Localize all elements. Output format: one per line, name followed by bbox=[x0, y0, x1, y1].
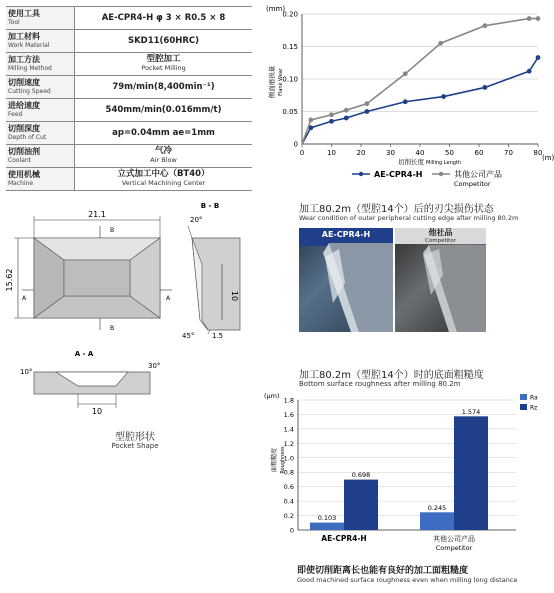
y-label-en: Flank Wear bbox=[278, 68, 284, 96]
y-tick-label: 1.8 bbox=[283, 396, 294, 405]
data-point bbox=[329, 119, 334, 124]
spec-label: 使用机械 Machine bbox=[6, 168, 75, 191]
y-tick-label: 0 bbox=[289, 526, 294, 535]
legend-comp-marker bbox=[439, 172, 443, 176]
data-point bbox=[483, 23, 488, 28]
label-a-right: A bbox=[166, 295, 171, 302]
label-a-left: A bbox=[22, 295, 27, 302]
bar-value-label: 0.245 bbox=[427, 503, 447, 512]
roughness-title-en: Bottom surface roughness after milling 80.2m bbox=[299, 380, 461, 388]
data-point bbox=[329, 112, 334, 117]
x-label-zh: 切削长度 bbox=[398, 158, 424, 166]
data-point bbox=[308, 118, 313, 123]
spec-label: 切削速度 Cutting Speed bbox=[6, 76, 75, 99]
legend-ra-swatch bbox=[520, 394, 527, 400]
y-tick-label: 1.2 bbox=[283, 439, 294, 448]
x-tick-label: 20 bbox=[356, 149, 366, 157]
label-b-bottom: B bbox=[110, 325, 115, 332]
spec-value: 79m/min(8,400min⁻¹) bbox=[75, 76, 253, 99]
dim-bottom: 10 bbox=[91, 407, 103, 416]
y-label-en: Roughness bbox=[280, 446, 286, 474]
spec-row bbox=[6, 168, 252, 191]
bar-value-label: 0.103 bbox=[317, 514, 337, 523]
dim-height: 15.62 bbox=[5, 268, 14, 292]
legend-rz-swatch bbox=[520, 404, 527, 410]
roughness-title-zh: 加工80.2m（型腔14个）时的底面粗糙度 bbox=[299, 370, 484, 381]
x-tick-label: 30 bbox=[386, 149, 395, 157]
pocket-caption-zh: 型腔形状 bbox=[115, 432, 155, 443]
spec-label: 切削油剂 Coolant bbox=[6, 145, 75, 168]
data-point bbox=[438, 41, 443, 46]
y-tick-label: 0.20 bbox=[282, 10, 298, 19]
series-line-0 bbox=[302, 58, 538, 144]
spec-value: 540mm/min(0.016mm/t) bbox=[75, 99, 253, 122]
x-tick-label: 10 bbox=[327, 149, 336, 157]
y-tick-label: 0.4 bbox=[283, 497, 294, 506]
data-point bbox=[527, 16, 532, 21]
wear-title-zh: 加工80.2m（型腔14个）后的刃尖损伤状态 bbox=[299, 204, 494, 215]
legend-ra-label: Ra bbox=[530, 394, 538, 402]
spec-row bbox=[6, 99, 252, 122]
bar-rz bbox=[344, 480, 378, 530]
data-point bbox=[483, 85, 488, 90]
legend-rz-label: Rz bbox=[530, 404, 538, 412]
angle-30: 30° bbox=[148, 362, 161, 370]
spec-row bbox=[6, 145, 252, 168]
data-point bbox=[365, 101, 370, 106]
x-tick-label: 80 bbox=[533, 149, 543, 157]
spec-row bbox=[6, 30, 252, 53]
spec-row bbox=[6, 122, 252, 145]
y-tick-label: 0 bbox=[293, 140, 298, 149]
data-point bbox=[527, 69, 532, 74]
legend-ae-marker bbox=[359, 172, 363, 176]
y-unit: (mm) bbox=[266, 5, 286, 13]
data-point bbox=[403, 71, 408, 76]
spec-value: ap=0.04mm ae=1mm bbox=[75, 122, 253, 145]
data-point bbox=[403, 99, 408, 104]
wear-photo-ae bbox=[299, 228, 393, 332]
spec-row bbox=[6, 7, 252, 30]
category-label-comp-en: Competitor bbox=[435, 544, 473, 552]
photo-label-competitor: 他社品 Competitor bbox=[395, 228, 486, 244]
y-label-zh: 面粗糙度 bbox=[271, 447, 278, 473]
bar-ra bbox=[420, 512, 454, 530]
pocket-drawing bbox=[0, 198, 262, 448]
pocket-section-bb bbox=[182, 202, 240, 340]
data-point bbox=[536, 16, 541, 21]
data-point bbox=[344, 108, 349, 113]
y-tick-label: 0.05 bbox=[282, 108, 298, 116]
bar-ra bbox=[310, 523, 344, 530]
x-label-en: Milling Length bbox=[426, 160, 462, 166]
pocket-section-aa bbox=[20, 350, 160, 416]
legend-comp-label-zh: 其他公司产品 bbox=[454, 170, 502, 179]
x-tick-label: 70 bbox=[504, 149, 513, 157]
roughness-chart bbox=[262, 388, 554, 558]
spec-label: 进给速度 Feed bbox=[6, 99, 75, 122]
section-aa-title: A - A bbox=[74, 350, 94, 358]
y-tick-label: 0.2 bbox=[283, 512, 294, 521]
dim-1-5: 1.5 bbox=[212, 332, 224, 340]
x-tick-label: 60 bbox=[474, 149, 484, 157]
spec-row bbox=[6, 76, 252, 99]
roughness-footer-zh: 即使切削距离长也能有良好的加工面粗糙度 bbox=[297, 566, 469, 576]
angle-10: 10° bbox=[20, 368, 33, 376]
spec-label: 切削深度 Depth of Cut bbox=[6, 122, 75, 145]
data-point bbox=[344, 116, 349, 121]
spec-label: 使用工具 Tool bbox=[6, 7, 75, 30]
data-point bbox=[441, 94, 446, 99]
bar-rz bbox=[454, 416, 488, 530]
data-point bbox=[536, 55, 541, 60]
legend-ae-label: AE-CPR4-H bbox=[374, 170, 423, 179]
y-tick-label: 0.15 bbox=[282, 43, 298, 51]
x-tick-label: 0 bbox=[299, 149, 305, 157]
category-label-ae: AE-CPR4-H bbox=[321, 534, 367, 543]
spec-value: SKD11(60HRC) bbox=[75, 30, 253, 53]
label-b-top: B bbox=[110, 227, 115, 234]
dim-width: 21.1 bbox=[88, 210, 106, 219]
flank-wear-chart bbox=[264, 2, 554, 197]
y-tick-label: 1.0 bbox=[283, 454, 294, 463]
spec-table bbox=[6, 6, 252, 191]
data-point bbox=[365, 109, 370, 114]
spec-label: 加工方法 Milling Method bbox=[6, 53, 75, 76]
angle-45: 45° bbox=[182, 332, 195, 340]
bar-value-label: 0.698 bbox=[351, 471, 371, 480]
photo-label-ae: AE-CPR4-H bbox=[299, 228, 393, 246]
spec-value: 立式加工中心（BT40） Vertical Machining Center bbox=[75, 168, 253, 191]
angle-20: 20° bbox=[190, 216, 203, 224]
pocket-top-view bbox=[5, 210, 172, 332]
y-tick-label: 1.4 bbox=[283, 425, 294, 434]
spec-label: 加工材料 Work Material bbox=[6, 30, 75, 53]
legend-comp-label-en: Competitor bbox=[454, 180, 491, 188]
y-label-zh: 侧面磨损量 bbox=[268, 65, 276, 99]
spec-value: 型腔加工 Pocket Milling bbox=[75, 53, 253, 76]
wear-title-en: Wear condition of outer peripheral cutting edge after milling 80.2m bbox=[299, 214, 519, 222]
y-tick-label: 0.10 bbox=[282, 75, 298, 84]
x-tick-label: 50 bbox=[445, 149, 454, 157]
category-label-comp-zh: 其他公司产品 bbox=[433, 535, 475, 543]
x-tick-label: 40 bbox=[415, 149, 425, 157]
wear-photo-competitor bbox=[395, 228, 486, 332]
y-unit: (μm) bbox=[264, 392, 280, 400]
spec-value: 气冷 Air Blow bbox=[75, 145, 253, 168]
spec-value: AE-CPR4-H φ 3 × R0.5 × 8 bbox=[75, 7, 253, 30]
x-unit: (m) bbox=[542, 154, 554, 162]
y-tick-label: 1.6 bbox=[283, 410, 294, 419]
spec-row bbox=[6, 53, 252, 76]
y-tick-label: 0.6 bbox=[283, 483, 294, 492]
bar-value-label: 1.574 bbox=[461, 407, 481, 416]
section-bb-title: B - B bbox=[200, 202, 220, 210]
dim-depth: 10 bbox=[230, 290, 239, 302]
roughness-footer-en: Good machined surface roughness even when milling long distance bbox=[297, 576, 518, 584]
pocket-caption-en: Pocket Shape bbox=[111, 442, 159, 450]
y-tick-label: 0.8 bbox=[283, 468, 294, 477]
